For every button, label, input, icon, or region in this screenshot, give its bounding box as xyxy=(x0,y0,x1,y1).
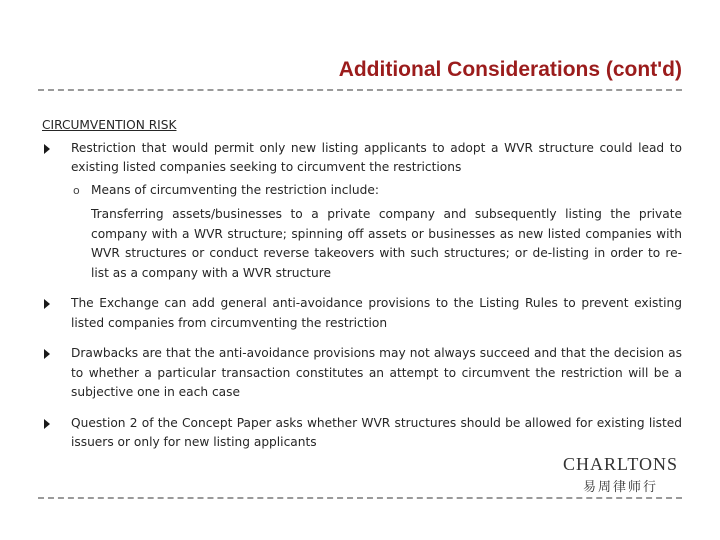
circle-bullet-icon: o xyxy=(73,183,80,197)
bullet-item xyxy=(42,414,682,453)
sub-bullet-text: Means of circumventing the restriction include: xyxy=(91,182,379,197)
sub-bullet-detail: Transferring assets/businesses to a private company and subsequently listing the private company with a WVR structure; spinning off assets or businesses as new listed companies with WVR structures or conduct reverse takeovers with such structures; or de-listing in order to re-list as a company with a WVR structure xyxy=(91,207,682,280)
bullet-item xyxy=(42,294,682,333)
triangle-bullet-icon xyxy=(44,299,50,309)
slide-content xyxy=(42,116,682,464)
bullet-item xyxy=(42,344,682,403)
triangle-bullet-icon xyxy=(44,419,50,429)
charltons-logo xyxy=(563,454,678,495)
triangle-bullet-icon xyxy=(44,144,50,154)
bullet-text: Drawbacks are that the anti-avoidance provisions may not always succeed and that the decision as to whether a particular transaction constitutes an attempt to circumvent the restriction will be a subjective one in each case xyxy=(71,346,682,399)
title-divider xyxy=(38,89,682,91)
bullet-text: The Exchange can add general anti-avoidance provisions to the Listing Rules to prevent existing listed companies from circumventing the restriction xyxy=(71,296,682,330)
bullet-text: Restriction that would permit only new listing applicants to adopt a WVR structure could lead to existing listed companies seeking to circumvent the restrictions xyxy=(71,140,682,174)
triangle-bullet-icon xyxy=(44,349,50,359)
sub-bullet-item xyxy=(71,181,682,201)
logo-chinese-name: 易周律师行 xyxy=(582,480,658,495)
slide-title: Additional Considerations (cont'd) xyxy=(338,58,682,81)
bullet-text: Question 2 of the Concept Paper asks whether WVR structures should be allowed for existing listed issuers or only for new listing applicants xyxy=(71,415,682,449)
logo-name: CHARLTONS xyxy=(562,454,678,474)
footer-divider xyxy=(38,497,682,499)
bullet-item xyxy=(42,139,682,284)
section-heading: CIRCUMVENTION RISK xyxy=(42,118,177,132)
